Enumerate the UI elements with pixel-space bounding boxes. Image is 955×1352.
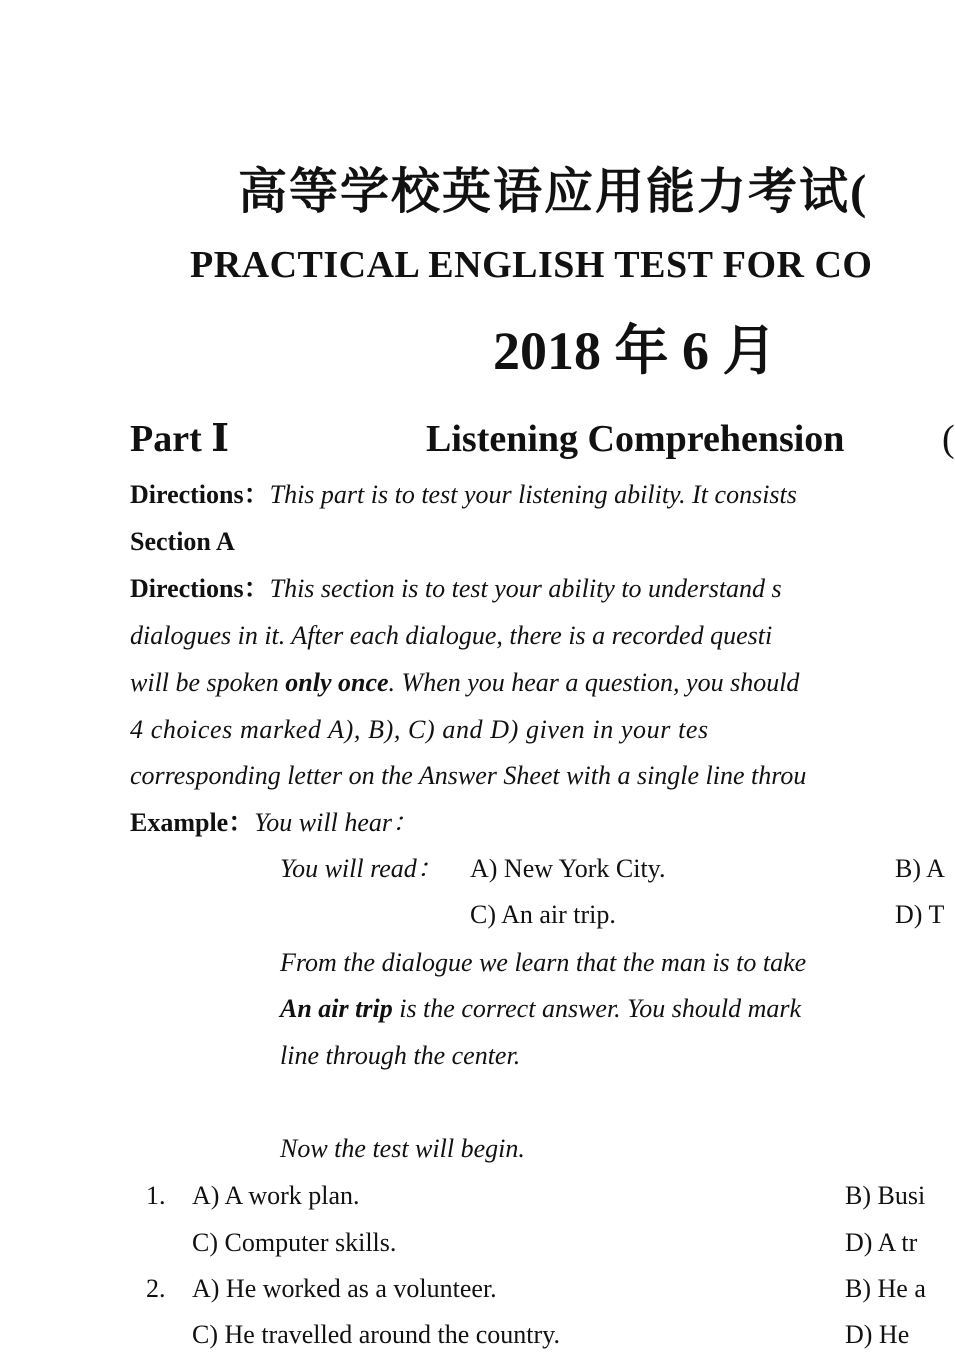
emphasis-only-once: only once — [285, 668, 389, 697]
option-b: B) He a — [845, 1274, 926, 1303]
question-number: 2. — [146, 1274, 166, 1303]
part-label: Part Ⅰ — [130, 418, 230, 460]
directions-label: Directions： — [130, 574, 270, 603]
option-c: C) Computer skills. — [192, 1228, 397, 1257]
directions-text: This part is to test your listening ability. It consists — [269, 480, 797, 509]
example-read-label: You will read： — [280, 854, 443, 883]
directions-label: Directions： — [130, 480, 270, 509]
option-c: C) He travelled around the country. — [192, 1320, 560, 1349]
option-a: A) He worked as a volunteer. — [192, 1274, 497, 1303]
example-explanation-2: An air trip is the correct answer. You should mark — [280, 994, 802, 1023]
section-a-heading: Section A — [130, 527, 235, 556]
example-answer: An air trip — [280, 994, 393, 1023]
exam-date: 2018 年 6 月 — [493, 321, 777, 381]
example-explanation-3: line through the center. — [280, 1041, 521, 1070]
example-label: Example： — [130, 808, 255, 837]
exam-title-english: PRACTICAL ENGLISH TEST FOR CO — [190, 244, 873, 286]
example-option-c: C) An air trip. — [470, 900, 616, 929]
test-begin-text: Now the test will begin. — [280, 1134, 525, 1163]
example-line — [130, 806, 418, 840]
option-d: D) A tr — [845, 1228, 918, 1257]
option-b: B) Busi — [845, 1181, 926, 1210]
section-directions-line-4: 4 choices marked A), B), C) and D) given in your tes — [130, 715, 709, 744]
option-a: A) A work plan. — [192, 1181, 360, 1210]
example-hear: You will hear： — [254, 808, 418, 837]
exam-title-chinese: 高等学校英语应用能力考试( — [238, 164, 869, 219]
section-directions-line-5: corresponding letter on the Answer Sheet with a single line throu — [130, 761, 807, 790]
section-directions-line-1: Directions：This section is to test your ability to understand s — [130, 574, 782, 603]
section-directions-line-2: dialogues in it. After each dialogue, there is a recorded questi — [130, 621, 773, 650]
example-option-a: A) New York City. — [470, 854, 666, 883]
example-option-d: D) T — [895, 900, 945, 929]
part-paren: ( — [942, 418, 955, 460]
example-option-b: B) A — [895, 854, 945, 883]
part-title: Listening Comprehension — [426, 418, 845, 460]
example-explanation-1: From the dialogue we learn that the man is to take — [280, 948, 807, 977]
part-directions — [130, 478, 797, 512]
option-d: D) He — [845, 1320, 910, 1349]
question-number: 1. — [146, 1181, 166, 1210]
section-directions-line-3: will be spoken only once. When you hear a question, you should — [130, 668, 800, 697]
